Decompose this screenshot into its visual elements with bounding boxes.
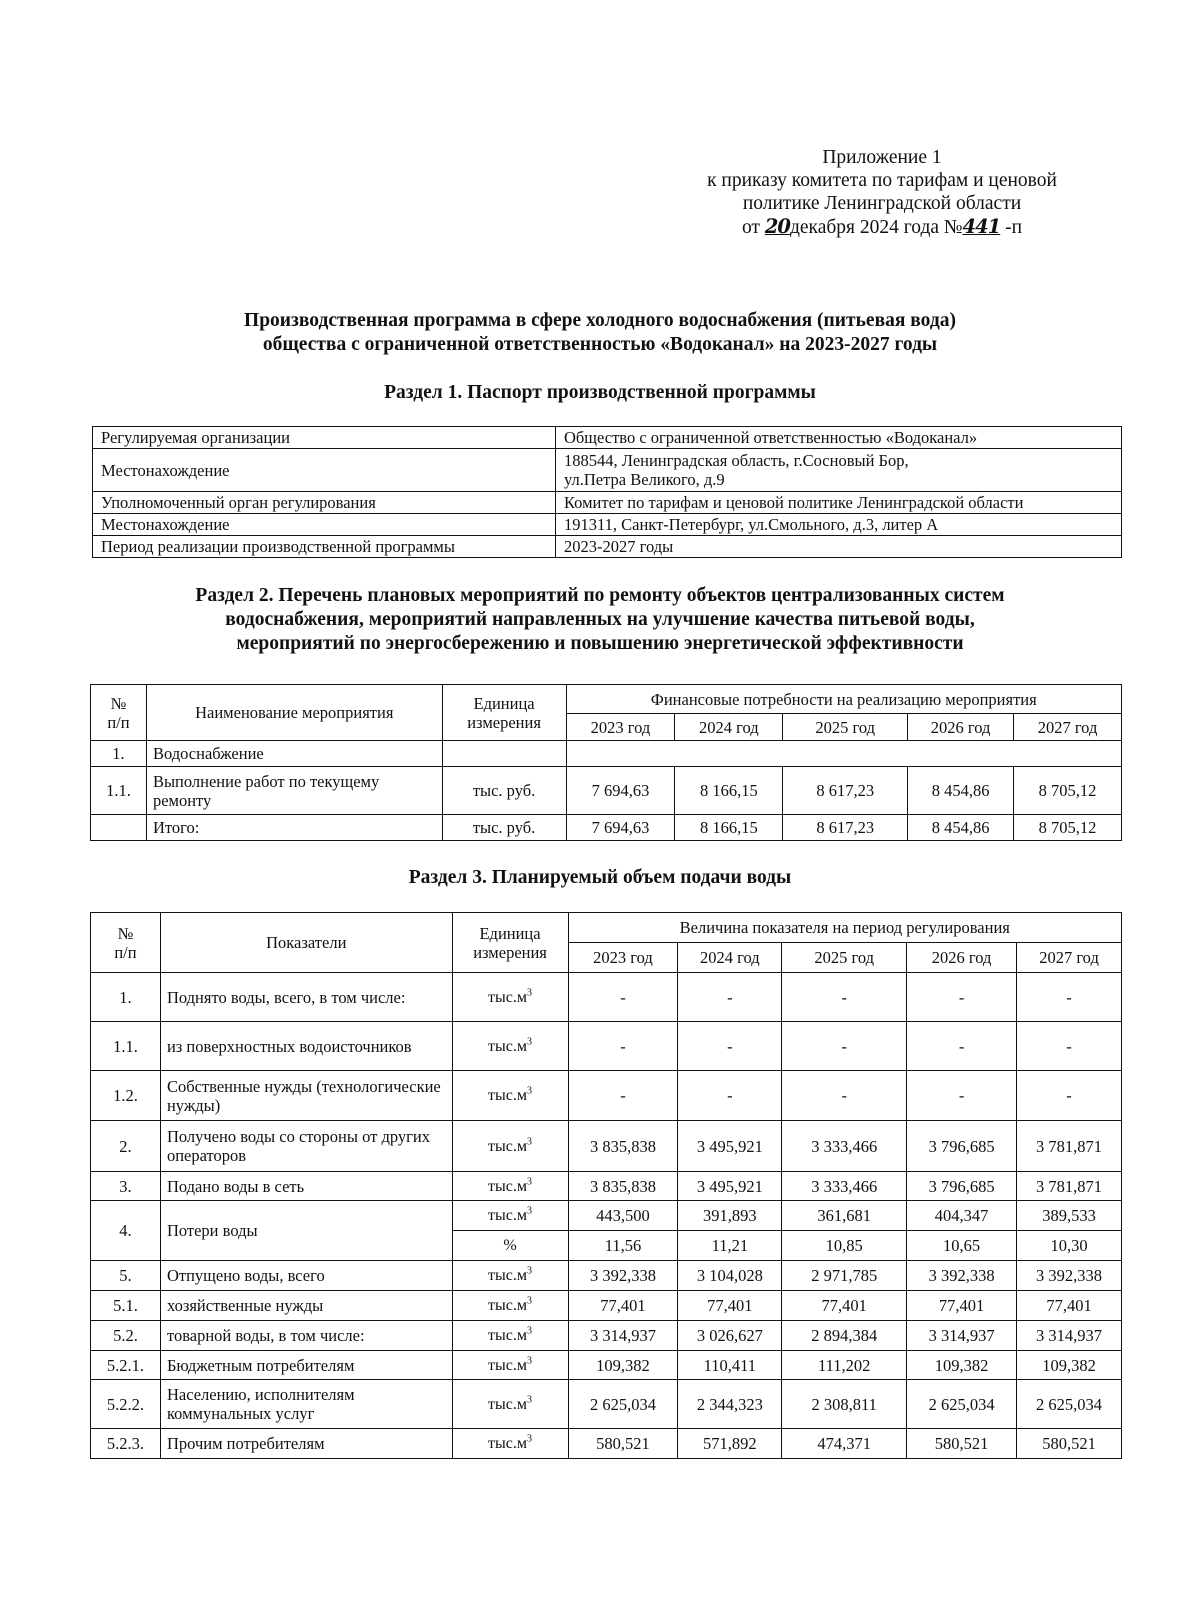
row-value: 109,382: [1017, 1351, 1122, 1380]
table-row: [93, 427, 1122, 449]
unit-exponent: 3: [527, 1394, 533, 1406]
row-value: 3 796,685: [907, 1172, 1017, 1201]
row-num: 5.1.: [91, 1291, 161, 1321]
section1-heading: Раздел 1. Паспорт производственной программы: [384, 382, 816, 403]
row-num: 5.2.2.: [91, 1380, 161, 1429]
unit-exponent: 3: [527, 1085, 533, 1097]
col-header-year: 2027 год: [1014, 714, 1122, 741]
row-indicator: Населению, исполнителям коммунальных услуг: [160, 1380, 452, 1429]
row-value: 11,56: [568, 1231, 678, 1261]
handwritten-day: 20: [764, 215, 790, 238]
appendix-line-3: политике Ленинградской области: [742, 193, 1022, 214]
col-header-year: 2026 год: [908, 714, 1014, 741]
row-value: 8 454,86: [908, 767, 1014, 815]
row-name: Водоснабжение: [146, 741, 442, 767]
row-unit: тыс. руб.: [442, 815, 566, 841]
row-num: 5.: [91, 1261, 161, 1291]
row-unit: [452, 1071, 568, 1121]
row-unit: [452, 973, 568, 1022]
unit-exponent: 3: [527, 1265, 533, 1277]
row-indicator: Прочим потребителям: [160, 1429, 452, 1459]
row-indicator: Поднято воды, всего, в том числе:: [160, 973, 452, 1022]
document-title-line-1: Производственная программа в сфере холодного водоснабжения (питьевая вода): [244, 310, 956, 331]
unit-exponent: 3: [527, 1176, 533, 1188]
row-value: 474,371: [782, 1429, 907, 1459]
unit-text: тыс.м: [488, 1297, 528, 1314]
row-value: 77,401: [678, 1291, 782, 1321]
passport-label: Период реализации производственной программы: [93, 536, 556, 558]
row-value: 3 392,338: [907, 1261, 1017, 1291]
passport-value: 2023-2027 годы: [556, 536, 1122, 558]
unit-text: тыс.м: [488, 1137, 528, 1155]
row-value: 3 333,466: [782, 1121, 907, 1172]
row-value: 3 835,838: [568, 1121, 678, 1172]
row-value: 3 781,871: [1017, 1172, 1122, 1201]
date-prefix: от: [741, 217, 760, 238]
row-value: 109,382: [907, 1351, 1017, 1380]
unit-text: тыс.м: [488, 1087, 528, 1104]
row-value: 77,401: [907, 1291, 1017, 1321]
header-text: №: [117, 923, 134, 943]
row-value: 2 971,785: [782, 1261, 907, 1291]
table-row: [91, 973, 1122, 1022]
passport-value: [556, 449, 1122, 492]
col-header-group: Финансовые потребности на реализацию мероприятия: [566, 685, 1121, 714]
row-unit: [452, 1121, 568, 1172]
passport-table: [92, 426, 1122, 558]
row-unit: [452, 1380, 568, 1429]
row-unit: [452, 1261, 568, 1291]
unit-exponent: 3: [527, 1295, 533, 1307]
passport-label: Уполномоченный орган регулирования: [93, 492, 556, 514]
row-value: 3 314,937: [568, 1321, 678, 1351]
row-value: 10,65: [907, 1231, 1017, 1261]
row-value: 2 344,323: [678, 1380, 782, 1429]
appendix-date-line: [662, 215, 1102, 239]
row-indicator: Отпущено воды, всего: [160, 1261, 452, 1291]
section2-heading: [100, 584, 1100, 656]
row-value: 2 894,384: [782, 1321, 907, 1351]
table-row: [91, 1172, 1122, 1201]
row-value: 443,500: [568, 1201, 678, 1231]
row-num: [91, 815, 147, 841]
row-unit: [452, 1321, 568, 1351]
col-header-year: 2025 год: [782, 943, 907, 973]
table-row: [91, 1201, 1122, 1231]
row-value: -: [907, 973, 1017, 1022]
row-value: -: [568, 1071, 678, 1121]
table-header-row: [91, 913, 1122, 943]
unit-text: тыс.м: [488, 988, 528, 1006]
row-indicator: Собственные нужды (технологические нужды): [160, 1071, 452, 1121]
handwritten-order-number: 441: [962, 215, 1001, 238]
row-num: 3.: [91, 1172, 161, 1201]
table-row: [91, 1022, 1122, 1071]
table-row: [93, 492, 1122, 514]
col-header-year: 2023 год: [566, 714, 675, 741]
row-name: Итого:: [146, 815, 442, 841]
row-value: 3 392,338: [1017, 1261, 1122, 1291]
row-value: 3 781,871: [1017, 1121, 1122, 1172]
row-num: 1.1.: [91, 767, 147, 815]
table-row: [91, 1071, 1122, 1121]
row-num: 5.2.3.: [91, 1429, 161, 1459]
header-text: измерения: [467, 712, 541, 732]
row-unit: [452, 1172, 568, 1201]
col-header-year: 2027 год: [1017, 943, 1122, 973]
table-row-total: [91, 815, 1122, 841]
row-indicator: Бюджетным потребителям: [160, 1351, 452, 1380]
row-value: 2 308,811: [782, 1380, 907, 1429]
row-values-empty: [566, 741, 1121, 767]
unit-text: тыс.м: [488, 1327, 528, 1344]
row-num: 1.: [91, 741, 147, 767]
table-row: [91, 1121, 1122, 1172]
table-row: [91, 1291, 1122, 1321]
row-unit: [452, 1201, 568, 1231]
col-header-indicator: Показатели: [160, 913, 452, 973]
row-indicator: Получено воды со стороны от других операторов: [160, 1121, 452, 1172]
appendix-line-1: Приложение 1: [822, 147, 942, 168]
unit-text: %: [503, 1237, 517, 1254]
row-num: 1.1.: [91, 1022, 161, 1071]
table-header-row: [91, 685, 1122, 714]
unit-exponent: 3: [527, 987, 533, 999]
row-value: -: [678, 973, 782, 1022]
row-unit: [442, 741, 566, 767]
row-value: 8 454,86: [908, 815, 1014, 841]
water-supply-table: [90, 912, 1122, 1459]
row-value: -: [568, 1022, 678, 1071]
unit-exponent: 3: [527, 1433, 533, 1445]
row-value: -: [678, 1071, 782, 1121]
row-indicator: товарной воды, в том числе:: [160, 1321, 452, 1351]
row-unit: [452, 1022, 568, 1071]
unit-exponent: 3: [527, 1355, 533, 1367]
row-value: 2 625,034: [907, 1380, 1017, 1429]
unit-text: тыс.м: [488, 1267, 528, 1284]
order-suffix: -п: [1005, 217, 1023, 238]
measures-table: [90, 684, 1122, 841]
table-row: [91, 1261, 1122, 1291]
row-value: -: [907, 1022, 1017, 1071]
row-value: -: [1017, 1071, 1122, 1121]
row-num: 1.2.: [91, 1071, 161, 1121]
passport-label: Регулируемая организации: [93, 427, 556, 449]
row-value: 111,202: [782, 1351, 907, 1380]
col-header-year: 2023 год: [568, 943, 678, 973]
row-value: 3 026,627: [678, 1321, 782, 1351]
table-row: [91, 1321, 1122, 1351]
header-text: Единица: [479, 923, 541, 943]
col-header-year: 2024 год: [678, 943, 782, 973]
passport-value: Общество с ограниченной ответственностью «Водоканал»: [556, 427, 1122, 449]
row-value: 389,533: [1017, 1201, 1122, 1231]
row-value: 10,85: [782, 1231, 907, 1261]
row-value: 109,382: [568, 1351, 678, 1380]
header-text: Единица: [473, 693, 535, 713]
col-header-year: 2024 год: [675, 714, 783, 741]
address-line-1: 188544, Ленинградская область, г.Сосновый Бор,: [564, 451, 909, 470]
row-value: 2 625,034: [568, 1380, 678, 1429]
col-header-num: [91, 913, 161, 973]
row-value: 3 392,338: [568, 1261, 678, 1291]
header-text: измерения: [473, 942, 547, 962]
row-value: 580,521: [907, 1429, 1017, 1459]
table-row: [91, 741, 1122, 767]
document-title-line-2: общества с ограниченной ответственностью «Водоканал» на 2023-2027 годы: [262, 334, 938, 355]
passport-value: Комитет по тарифам и ценовой политике Ленинградской области: [556, 492, 1122, 514]
table-row: [93, 449, 1122, 492]
row-value: 77,401: [1017, 1291, 1122, 1321]
row-value: 8 617,23: [783, 767, 908, 815]
row-value: 3 314,937: [1017, 1321, 1122, 1351]
row-value: 580,521: [568, 1429, 678, 1459]
col-header-year: 2026 год: [907, 943, 1017, 973]
row-value: 10,30: [1017, 1231, 1122, 1261]
row-value: 3 333,466: [782, 1172, 907, 1201]
table-row: [91, 1429, 1122, 1459]
row-unit: [452, 1429, 568, 1459]
row-value: 571,892: [678, 1429, 782, 1459]
row-value: -: [1017, 1022, 1122, 1071]
section3-heading: Раздел 3. Планируемый объем подачи воды: [408, 867, 792, 888]
col-header-name: Наименование мероприятия: [146, 685, 442, 741]
row-value: -: [678, 1022, 782, 1071]
row-indicator: хозяйственные нужды: [160, 1291, 452, 1321]
table-row: [91, 1380, 1122, 1429]
appendix-header: [662, 146, 1102, 239]
section2-heading-line-3: мероприятий по энергосбережению и повышению энергетической эффективности: [236, 633, 964, 654]
row-num: 1.: [91, 973, 161, 1022]
row-value: 77,401: [568, 1291, 678, 1321]
row-value: 361,681: [782, 1201, 907, 1231]
date-rest: декабря 2024 года №: [789, 217, 963, 238]
row-value: 404,347: [907, 1201, 1017, 1231]
unit-exponent: 3: [527, 1205, 533, 1217]
document-title: [100, 309, 1100, 357]
appendix-line-2: к приказу комитета по тарифам и ценовой: [707, 170, 1057, 191]
unit-text: тыс.м: [488, 1207, 528, 1224]
row-indicator: Подано воды в сеть: [160, 1172, 452, 1201]
row-value: 580,521: [1017, 1429, 1122, 1459]
row-unit: [452, 1351, 568, 1380]
row-value: -: [782, 1071, 907, 1121]
row-value: 3 495,921: [678, 1121, 782, 1172]
row-value: 7 694,63: [566, 815, 675, 841]
row-value: -: [568, 973, 678, 1022]
row-value: 2 625,034: [1017, 1380, 1122, 1429]
section2-heading-line-2: водоснабжения, мероприятий направленных на улучшение качества питьевой воды,: [225, 609, 975, 630]
row-value: 8 166,15: [675, 767, 783, 815]
row-value: 110,411: [678, 1351, 782, 1380]
row-value: 8 617,23: [783, 815, 908, 841]
unit-text: тыс.м: [488, 1435, 528, 1452]
row-value: 8 166,15: [675, 815, 783, 841]
row-value: 3 796,685: [907, 1121, 1017, 1172]
row-unit: тыс. руб.: [442, 767, 566, 815]
unit-exponent: 3: [527, 1325, 533, 1337]
row-value: 391,893: [678, 1201, 782, 1231]
col-header-unit: [452, 913, 568, 973]
row-value: 3 314,937: [907, 1321, 1017, 1351]
section2-heading-line-1: Раздел 2. Перечень плановых мероприятий по ремонту объектов централизованных систем: [195, 585, 1005, 606]
col-header-group: Величина показателя на период регулирования: [568, 913, 1122, 943]
row-num: 5.2.: [91, 1321, 161, 1351]
table-row: [93, 536, 1122, 558]
header-text: п/п: [114, 942, 137, 962]
row-value: 7 694,63: [566, 767, 675, 815]
passport-label: Местонахождение: [93, 449, 556, 492]
unit-text: тыс.м: [488, 1395, 528, 1413]
row-num: 5.2.1.: [91, 1351, 161, 1380]
unit-exponent: 3: [527, 1136, 533, 1148]
row-value: 3 835,838: [568, 1172, 678, 1201]
passport-label: Местонахождение: [93, 514, 556, 536]
row-num: 2.: [91, 1121, 161, 1172]
row-name: Выполнение работ по текущему ремонту: [146, 767, 442, 815]
row-unit: [452, 1291, 568, 1321]
unit-exponent: 3: [527, 1036, 533, 1048]
row-value: 3 104,028: [678, 1261, 782, 1291]
row-value: 8 705,12: [1014, 767, 1122, 815]
row-value: -: [782, 973, 907, 1022]
unit-text: тыс.м: [488, 1177, 528, 1195]
address-line-2: ул.Петра Великого, д.9: [564, 470, 725, 489]
row-indicator: из поверхностных водоисточников: [160, 1022, 452, 1071]
row-num: 4.: [91, 1201, 161, 1261]
row-value: -: [907, 1071, 1017, 1121]
row-indicator: Потери воды: [160, 1201, 452, 1261]
row-value: -: [782, 1022, 907, 1071]
header-text: №: [110, 693, 127, 713]
row-value: 77,401: [782, 1291, 907, 1321]
table-row: [93, 514, 1122, 536]
unit-text: тыс.м: [488, 1356, 528, 1374]
col-header-unit: [442, 685, 566, 741]
passport-value: 191311, Санкт-Петербург, ул.Смольного, д.3, литер А: [556, 514, 1122, 536]
row-unit: [452, 1231, 568, 1261]
header-text: п/п: [107, 712, 130, 732]
row-value: 8 705,12: [1014, 815, 1122, 841]
col-header-year: 2025 год: [783, 714, 908, 741]
row-value: 11,21: [678, 1231, 782, 1261]
table-row: [91, 1351, 1122, 1380]
col-header-num: [91, 685, 147, 741]
row-value: 3 495,921: [678, 1172, 782, 1201]
unit-text: тыс.м: [488, 1037, 528, 1055]
table-row: [91, 767, 1122, 815]
row-value: -: [1017, 973, 1122, 1022]
